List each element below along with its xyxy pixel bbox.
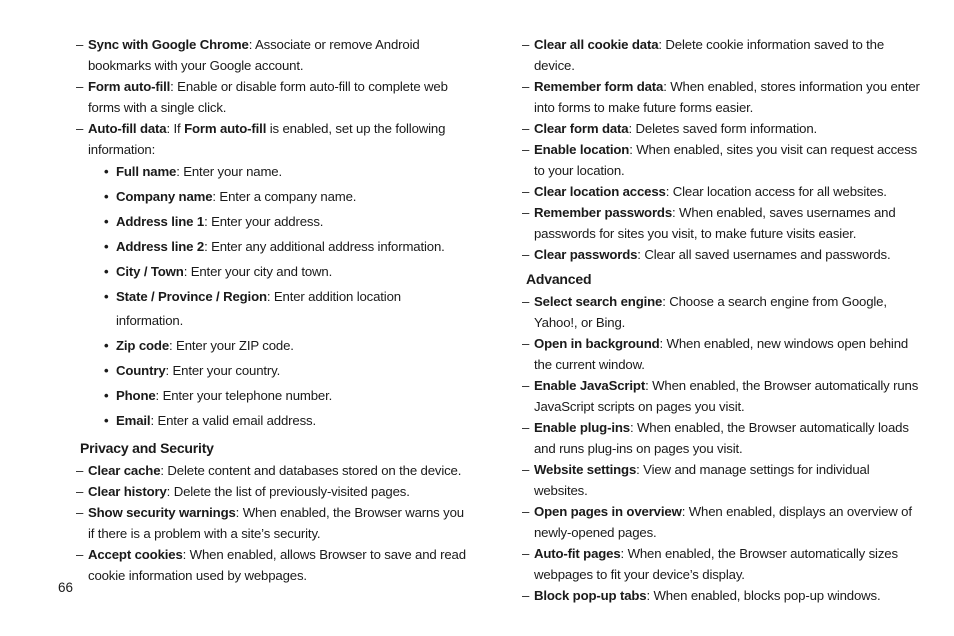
setting-item <box>76 118 470 160</box>
list-item <box>76 185 470 210</box>
field-term: Country <box>116 363 166 379</box>
setting-description: : When enabled, sites you visit can request access to your location. <box>534 142 918 178</box>
bullet-marker: • <box>104 188 109 204</box>
field-term: Zip code <box>116 338 170 354</box>
left-column <box>76 34 470 586</box>
list-item <box>76 384 470 409</box>
setting-description: : View and manage settings for individual websites. <box>534 462 870 498</box>
setting-term: Auto-fill data <box>88 121 167 136</box>
dash-marker: – <box>76 504 84 520</box>
dash-marker: – <box>522 378 530 393</box>
setting-description: : Associate or remove Android bookmarks with your Google account. <box>88 37 420 73</box>
setting-description: : If <box>166 121 185 136</box>
field-description: : Enter your telephone number. <box>155 388 333 404</box>
setting-item <box>522 417 922 459</box>
setting-description: : When enabled, displays an overview of newly-opened pages. <box>534 504 912 540</box>
field-description: : Enter addition location information. <box>116 288 401 329</box>
dash-marker: – <box>522 546 530 561</box>
setting-term: Auto-fit pages <box>534 546 621 561</box>
list-item <box>76 334 470 359</box>
setting-term: Clear location access <box>534 184 666 199</box>
setting-item <box>76 460 470 481</box>
setting-term: Clear history <box>88 483 167 499</box>
dash-marker: – <box>522 420 530 435</box>
setting-description: : When enabled, blocks pop-up windows. <box>646 588 881 603</box>
setting-description: : Delete cookie information saved to the device. <box>534 37 885 73</box>
setting-term: Remember passwords <box>534 205 673 220</box>
field-description: : Enter any additional address information. <box>204 238 445 254</box>
field-term: Full name <box>116 164 177 179</box>
setting-term: Sync with Google Chrome <box>88 37 249 52</box>
list-item <box>76 210 470 235</box>
setting-description: : When enabled, new windows open behind the current window. <box>534 336 909 372</box>
setting-term: Clear cache <box>88 462 161 478</box>
setting-item <box>76 76 470 118</box>
field-description: : Enter your country. <box>165 363 281 379</box>
setting-description: : Clear location access for all websites. <box>665 184 887 199</box>
setting-item <box>76 481 470 502</box>
bullet-marker: • <box>104 363 109 379</box>
dash-marker: – <box>522 247 530 262</box>
setting-term: Block pop-up tabs <box>534 588 647 603</box>
setting-item <box>522 501 922 543</box>
setting-item <box>522 244 922 265</box>
bullet-marker: • <box>104 338 109 354</box>
setting-term: Clear form data <box>534 121 629 136</box>
setting-item <box>522 585 922 606</box>
advanced-heading: Advanced <box>526 271 592 287</box>
list-item <box>76 409 470 434</box>
setting-description: : When enabled, the Browser warns you if there is a problem with a site’s security. <box>88 504 464 541</box>
bullet-marker: • <box>104 288 109 304</box>
setting-term: Enable plug-ins <box>534 420 630 435</box>
field-term: Phone <box>116 388 156 404</box>
setting-term: Open pages in overview <box>534 504 682 519</box>
setting-term-inline: Form auto-fill <box>184 121 267 136</box>
bullet-marker: • <box>104 164 109 179</box>
dash-marker: – <box>522 184 530 199</box>
field-description: : Enter a valid email address. <box>150 413 316 429</box>
bullet-marker: • <box>104 238 109 254</box>
setting-item <box>522 375 922 417</box>
setting-description: : When enabled, stores information you enter into forms to make future forms easier. <box>534 79 920 115</box>
field-term: Address line 2 <box>116 238 205 254</box>
dash-marker: – <box>522 336 530 351</box>
setting-term: Clear passwords <box>534 247 638 262</box>
setting-description: : Delete content and databases stored on the device. <box>160 462 462 478</box>
field-description: : Enter your city and town. <box>183 263 333 279</box>
field-description: : Enter a company name. <box>212 188 357 204</box>
bullet-marker: • <box>104 263 109 279</box>
dash-marker: – <box>522 294 530 309</box>
field-term: Address line 1 <box>116 213 205 229</box>
setting-item <box>76 544 470 586</box>
field-term: State / Province / Region <box>116 288 267 304</box>
setting-item <box>522 139 922 181</box>
setting-term: Accept cookies <box>88 546 183 562</box>
field-description: : Enter your address. <box>204 213 324 229</box>
setting-item <box>522 459 922 501</box>
setting-term: Open in background <box>534 336 660 351</box>
dash-marker: – <box>522 37 530 52</box>
privacy-security-heading: Privacy and Security <box>80 439 214 456</box>
dash-marker: – <box>522 205 530 220</box>
field-term: City / Town <box>116 263 184 279</box>
setting-item <box>522 291 922 333</box>
dash-marker: – <box>76 121 84 136</box>
setting-item <box>522 181 922 202</box>
setting-item <box>522 202 922 244</box>
bullet-marker: • <box>104 413 109 429</box>
setting-description: : Enable or disable form auto-fill to complete web forms with a single click. <box>88 79 448 115</box>
dash-marker: – <box>76 37 84 52</box>
setting-description: is enabled, set up the following information: <box>88 121 446 157</box>
setting-description: : When enabled, saves usernames and passwords for sites you visit, to make future visits easier. <box>534 205 896 241</box>
field-term: Email <box>116 413 151 429</box>
setting-term: Select search engine <box>534 294 663 309</box>
setting-term: Show security warnings <box>88 504 236 520</box>
auto-fill-fields-list <box>76 160 470 434</box>
setting-description: : When enabled, the Browser automatically loads and runs plug-ins on pages you visit. <box>534 420 909 456</box>
setting-item <box>522 76 922 118</box>
setting-term: Enable location <box>534 142 630 157</box>
list-item <box>76 285 470 335</box>
field-term: Company name <box>116 188 213 204</box>
setting-term: Remember form data <box>534 79 664 94</box>
setting-description: : Clear all saved usernames and passwords. <box>637 247 891 262</box>
setting-item <box>522 118 922 139</box>
setting-item <box>522 543 922 585</box>
setting-term: Enable JavaScript <box>534 378 646 393</box>
list-item <box>76 359 470 384</box>
bullet-marker: • <box>104 213 109 229</box>
dash-marker: – <box>76 79 84 94</box>
setting-description: : Delete the list of previously-visited pages. <box>166 483 410 499</box>
dash-marker: – <box>522 462 530 477</box>
field-description: : Enter your ZIP code. <box>169 338 294 354</box>
dash-marker: – <box>522 588 530 603</box>
setting-description: : When enabled, the Browser automatically runs JavaScript scripts on pages you visit. <box>534 378 919 414</box>
dash-marker: – <box>76 483 84 499</box>
setting-description: : Choose a search engine from Google, Yahoo!, or Bing. <box>534 294 887 330</box>
page-number: 66 <box>58 580 74 595</box>
dash-marker: – <box>76 546 84 562</box>
setting-term: Form auto-fill <box>88 79 171 94</box>
setting-item <box>522 34 922 76</box>
right-column <box>522 34 922 606</box>
setting-item <box>522 333 922 375</box>
list-item <box>76 160 470 185</box>
setting-description: : When enabled, the Browser automatically sizes webpages to fit your device’s display. <box>534 546 898 582</box>
setting-item <box>76 34 470 76</box>
setting-description: : Deletes saved form information. <box>628 121 818 136</box>
setting-description: : When enabled, allows Browser to save and read cookie information used by webpages. <box>88 546 466 583</box>
bullet-marker: • <box>104 388 109 404</box>
setting-item <box>76 502 470 544</box>
dash-marker: – <box>522 121 530 136</box>
setting-term: Clear all cookie data <box>534 37 659 52</box>
setting-term: Website settings <box>534 462 637 477</box>
dash-marker: – <box>522 79 530 94</box>
dash-marker: – <box>76 462 84 478</box>
list-item <box>76 260 470 285</box>
field-description: : Enter your name. <box>176 164 282 179</box>
list-item <box>76 235 470 260</box>
dash-marker: – <box>522 504 530 519</box>
dash-marker: – <box>522 142 530 157</box>
